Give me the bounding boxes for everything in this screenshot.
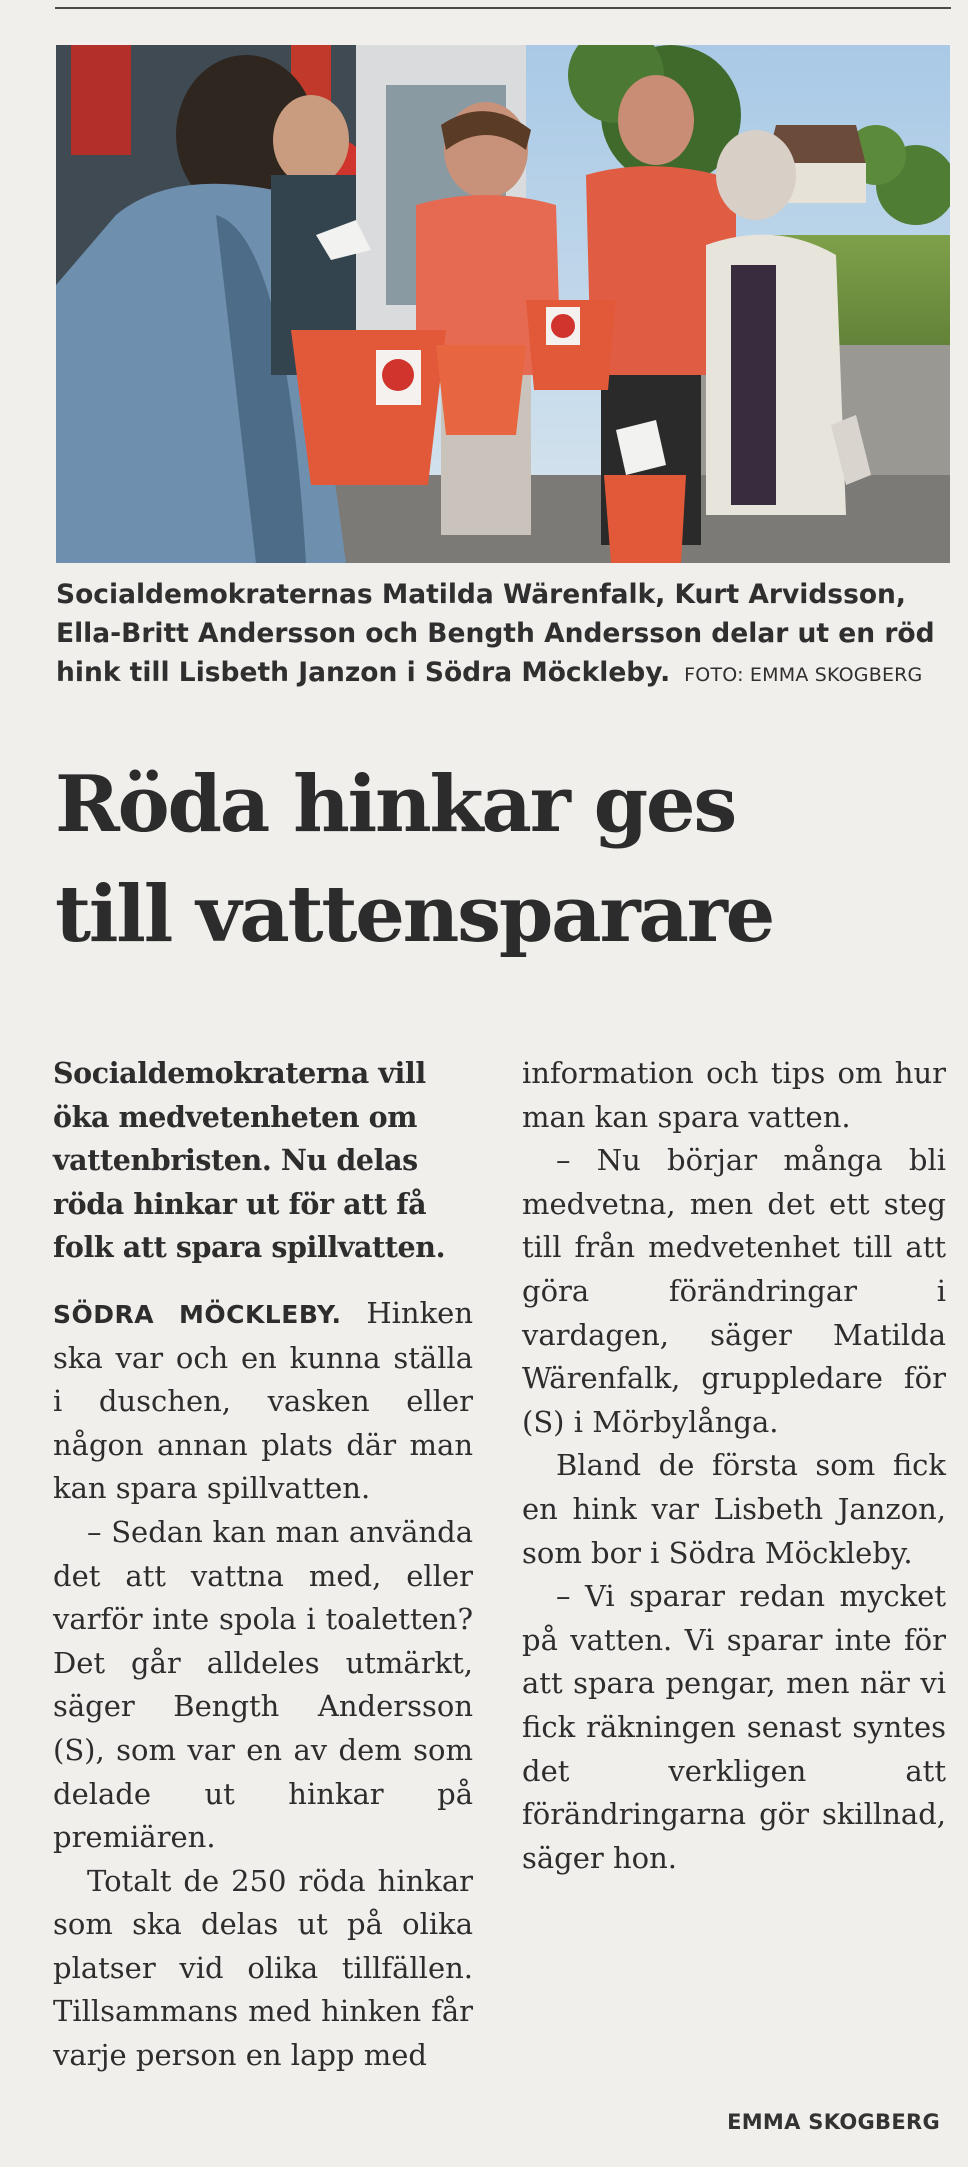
headline-line: till vattensparare	[55, 869, 774, 960]
caption-line	[56, 653, 956, 695]
article-paragraph: Bland de första som fick en hink var Lisbeth Janzon, som bor i Södra Möckleby.	[522, 1448, 946, 1570]
photo-caption	[56, 575, 956, 695]
headline-line: Röda hinkar ges	[55, 759, 736, 850]
caption-line: Socialdemokraternas Matilda Wärenfalk, Kurt Arvidsson,	[56, 579, 906, 610]
article-ingress: Socialdemokraterna vill öka medvetenheten om vattenbristen. Nu delas röda hinkar ut för att få folk att spara spillvatten.	[53, 1056, 446, 1265]
article-paragraph-continued: information och tips om hur man kan spara vatten.	[522, 1056, 946, 1134]
article-paragraph: Totalt de 250 röda hinkar som ska delas ut på olika platser vid olika tillfällen. Tillsammans med hinken får varje person en lapp med	[53, 1863, 473, 2073]
top-rule	[55, 7, 951, 9]
byline: EMMA SKOGBERG	[727, 2110, 940, 2134]
article-paragraph: – Vi sparar redan mycket på vatten. Vi sparar inte för att spara pengar, men när vi fick räkningen senast syntes det verkligen att förändringarna gör skillnad, säger hon.	[522, 1579, 946, 1875]
headline	[55, 750, 955, 970]
photo-credit: FOTO: EMMA SKOGBERG	[684, 664, 923, 686]
article-paragraph: – Nu börjar många bli medvetna, men det ett steg till från medvetenhet till att göra förändringar i vardagen, säger Matilda Wärenfalk, gruppledare för (S) i Mörbylånga.	[522, 1143, 946, 1439]
dateline: SÖDRA MÖCKLEBY.	[53, 1299, 342, 1329]
caption-line: Ella-Britt Andersson och Bength Andersson delar ut en röd	[56, 618, 935, 649]
article-paragraph: – Sedan kan man använda det att vattna med, eller varför inte spola i toaletten? Det går alldeles utmärkt, säger Bength Andersson (S), som var en av dem som delade ut hinkar på premiären.	[53, 1514, 473, 1855]
article-column-left	[53, 1052, 473, 2078]
news-photo	[56, 45, 950, 563]
caption-text: hink till Lisbeth Janzon i Södra Möckleby.	[56, 657, 671, 688]
article-paragraph	[53, 1292, 473, 1511]
article-column-right	[522, 1052, 946, 1880]
paragraph-text: Hinken ska var och en kunna ställa i duschen, vasken eller någon annan plats där man kan spara spillvatten.	[53, 1295, 473, 1506]
